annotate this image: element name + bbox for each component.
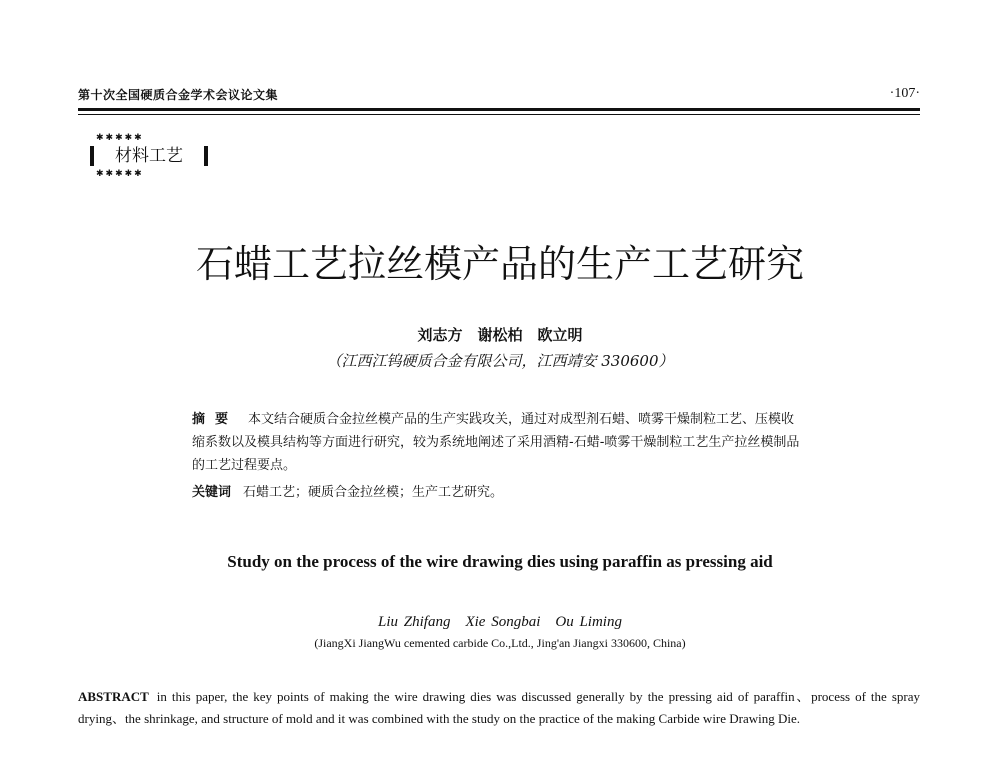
abstract-label-cn: 摘要 (192, 412, 239, 427)
keywords-label-cn: 关键词 (192, 485, 232, 500)
abstract-text-cn: 本文结合硬质合金拉丝模产品的生产实践攻关，通过对成型剂石蜡、喷雾干燥制粒工艺、压模收缩系数以及模具结构等方面进行研究，较为系统地阐述了采用酒精-石蜡-喷雾干燥制粒工艺生产拉丝模制品的工艺过程要点。 (192, 412, 800, 473)
authors-cn: 刘志方 谢松柏 欧立明 (417, 326, 583, 344)
badge-bar-left (90, 146, 94, 166)
article-title-cn: 石蜡工艺拉丝模产品的生产工艺研究 (195, 242, 804, 286)
keywords-text-cn: 石蜡工艺；硬质合金拉丝模；生产工艺研究。 (243, 485, 504, 500)
authors-en: Liu Zhifang Xie Songbai Ou Liming (378, 614, 622, 630)
keywords-cn (192, 482, 800, 504)
abstract-label-en: ABSTRACT (78, 689, 149, 704)
abstract-en (78, 686, 920, 730)
page-number: ·107· (889, 86, 920, 101)
article-title-en: Study on the process of the wire drawing dies using paraffin as pressing aid (227, 552, 773, 571)
section-badge (90, 134, 208, 178)
ornament-top-icon: ✱✱✱✱✱ (96, 133, 144, 143)
ornament-bottom-icon: ✱✱✱✱✱ (96, 169, 144, 179)
abstract-text-en: in this paper, the key points of making the wire drawing dies was discussed generally by the pressing aid of paraffin、process of the spray drying、the shrinkage, and structure of mold and it was combined with the study on the practice of the making Carbide wire Drawing Die. (78, 689, 920, 726)
abstract-cn (192, 408, 800, 477)
section-label: 材料工艺 (115, 146, 183, 166)
header-rule-thin (78, 114, 920, 115)
header-rule-thick (78, 108, 920, 111)
affiliation-cn: （江西江钨硬质合金有限公司，江西靖安 330600） (326, 352, 674, 370)
journal-title: 第十次全国硬质合金学术会议论文集 (78, 88, 279, 102)
affiliation-en: (JiangXi JiangWu cemented carbide Co.,Ltd., Jing'an Jiangxi 330600, China) (314, 636, 686, 650)
badge-bar-right (204, 146, 208, 166)
running-head (78, 86, 920, 106)
